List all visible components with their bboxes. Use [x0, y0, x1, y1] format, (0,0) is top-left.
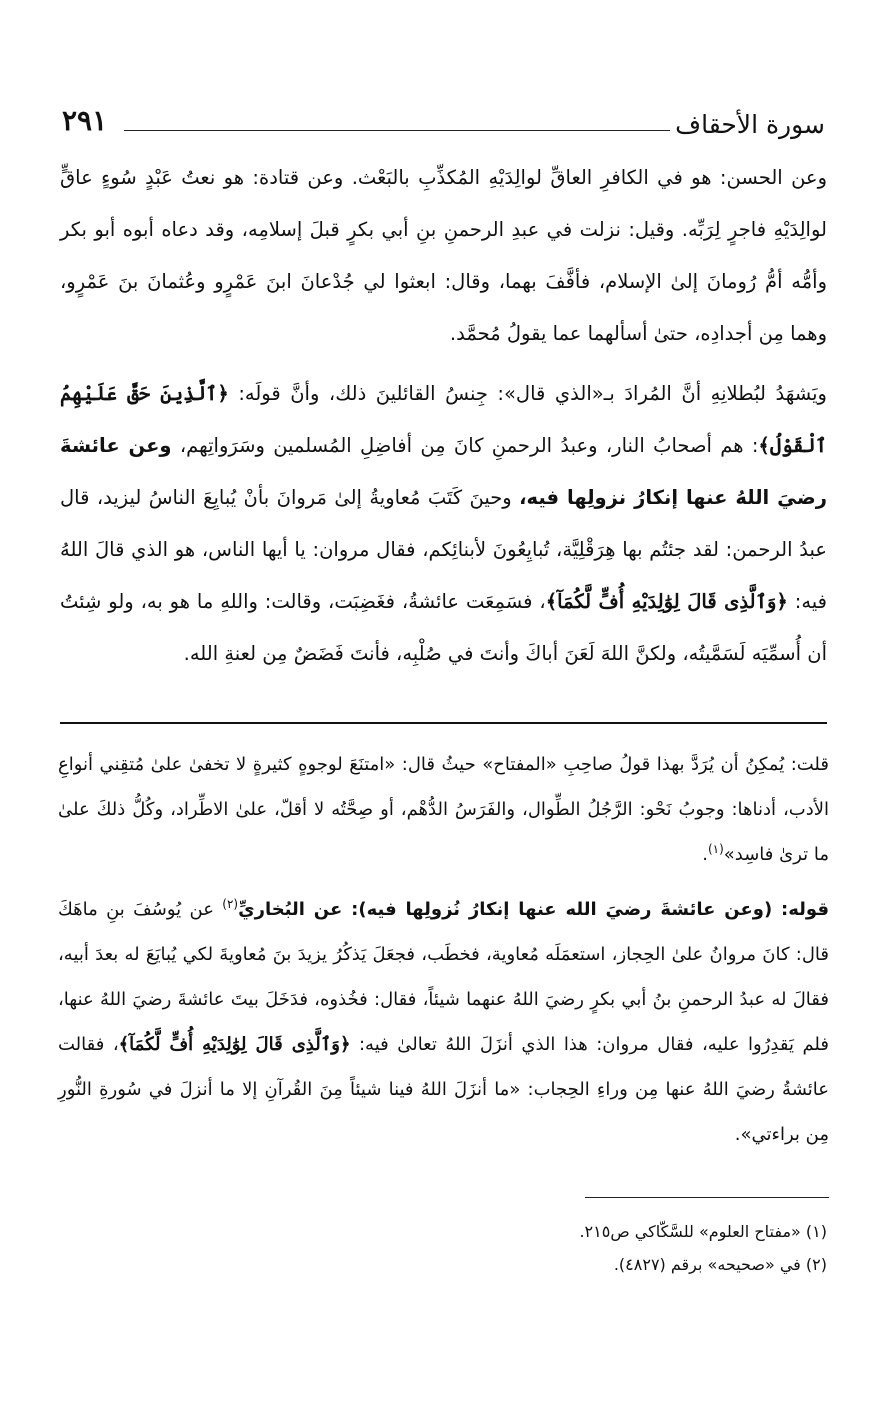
page-number: ٢٩١	[62, 104, 108, 137]
commentary-text	[58, 742, 829, 1167]
footnote-2: (٢) في «صحيحه» برقم (٤٨٢٧).	[613, 1255, 827, 1274]
main-text	[60, 152, 827, 688]
bold-phrase: وعن عائشةَ رضيَ اللهُ عنها إنكارُ نزولِها فيه،	[60, 434, 827, 509]
main-text-segment: : هم أصحابُ النار، وعبدُ الرحمنِ كانَ مِن أفاضِلِ المُسلمين وسَرَواتِهم،	[171, 434, 759, 457]
commentary-lemma: قوله: (وعن عائشةَ رضيَ الله عنها إنكارُ نُزولِها فيه): عن البُخاريِّ	[238, 899, 829, 920]
page-header	[62, 104, 825, 144]
commentary-segment: عن يُوسُفَ بنِ ماهَكَ قال: كانَ مروانُ علىٰ الحِجاز، استعمَلَه مُعاوية، فخطَب، فجعَلَ يَذكُرُ يزيدَ بنَ مُعاويةَ لكي يُبايَعَ له بعدَ أبيه، فقالَ له عبدُ الرحمنِ بنُ أبي بكرٍ رضيَ اللهُ عنهما شيئاً، فقال: فخُذوه، فدَخَلَ بيتَ عائشةَ رضيَ اللهُ عنها، فلم يَقدِرُوا عليه، فقال مروان: هذا الذي أنزَلَ اللهُ تعالىٰ فيه:	[58, 899, 829, 1055]
footnote-ref[interactable]: (١)	[707, 842, 724, 856]
commentary-segment: قلت: يُمكِنُ أن يُرَدَّ بهذا قولُ صاحِبِ «المفتاح» حيثُ قال: «امتنَعَ لوجوهٍ كثيرةٍ لا تخفىٰ علىٰ مُتقِني أنواعِ الأدب، أدناها: وجوبُ نَحْو: الرَّجُلُ الطِّوال، والفَرَسُ الدُّهْم، أو صِحَّتُه لا أقلّ، علىٰ الاطِّراد، وكُلُّ ذلكَ علىٰ ما ترىٰ فاسِد»	[58, 754, 829, 865]
main-text-segment: وحينَ كَتَبَ مُعاويةُ إلىٰ مَروانَ بأنْ يُبايِعَ الناسُ ليزيد، قال عبدُ الرحمن: لقد جئتُم بها هِرَقْلِيَّة، تُبايِعُونَ لأبنائِكم، فقال مروان: يا أيها الناس، هو الذي قالَ اللهُ فيه:	[60, 486, 827, 613]
commentary-paragraph-1	[58, 742, 829, 877]
footnotes	[300, 1215, 827, 1281]
main-paragraph-1: وعن الحسن: هو في الكافرِ العاقِّ لوالِدَيْهِ المُكذِّبِ بالبَعْث. وعن قتادة: هو نعتُ عَبْدٍ سُوءٍ عاقٍّ لوالِدَيْهِ فاجرٍ لِرَبِّه. وقيل: نزلت في عبدِ الرحمنِ بنِ أبي بكرٍ قبلَ إسلامِه، وقد دعاه أبوه أبو بكر وأمُّه أمُّ رُومانَ إلىٰ الإسلام، فأفَّفَ بهما، وقال: ابعثوا لي جُدْعانَ ابنَ عَمْرٍو وعُثمانَ بنَ عَمْرٍو، وهما مِن أجدادِه، حتىٰ أسألهما عما يقولُ مُحمَّد.	[60, 166, 827, 345]
commentary-segment: ، فقالت عائشةُ رضيَ اللهُ عنها مِن وراءِ الحِجاب: «ما أنزَلَ اللهُ فينا شيئاً مِنَ القُرآنِ إلا ما أنزلَ في سُورةِ النُّورِ مِن براءتي».	[58, 1034, 829, 1145]
header-rule	[124, 130, 670, 131]
main-text-segment: ويَشهَدُ لبُطلانِهِ أنَّ المُرادَ بـ«الذي قال»: جِنسُ القائلينَ ذلك، وأنَّ قولَه:	[228, 382, 827, 405]
commentary-separator	[60, 722, 827, 724]
footnote-ref[interactable]: (٢)	[222, 897, 239, 911]
quran-verse: ﴿وَٱلَّذِى قَالَ لِوَٰلِدَيْهِ أُفٍّ لَّكُمَآ﴾	[545, 590, 788, 613]
footnote-rule	[585, 1197, 829, 1198]
main-paragraph-2	[60, 368, 827, 680]
commentary-segment: .	[702, 844, 708, 865]
quran-verse: ﴿ٱلَّذِينَ حَقَّ عَلَيْهِمُ ٱلْقَوْلُ﴾	[60, 382, 827, 457]
footnote-1: (١) «مفتاح العلوم» للسَّكّاكي ص٢١٥.	[579, 1222, 827, 1241]
surah-title: سورة الأحقاف	[675, 110, 825, 139]
main-text-segment: ، فسَمِعَت عائشةُ، فغَضِبَت، وقالت: واللهِ ما هو به، ولو شِئتُ أن أُسمِّيَه لَسَمَّيتُه، ولكنَّ اللهَ لَعَنَ أباكَ وأنتَ في صُلْبِه، فأنتَ فَضَضٌ مِن لعنةِ الله.	[60, 590, 827, 665]
commentary-paragraph-2	[58, 887, 829, 1157]
quran-verse: ﴿وَٱلَّذِى قَالَ لِوَٰلِدَيْهِ أُفٍّ لَّكُمَآ﴾	[118, 1034, 351, 1055]
